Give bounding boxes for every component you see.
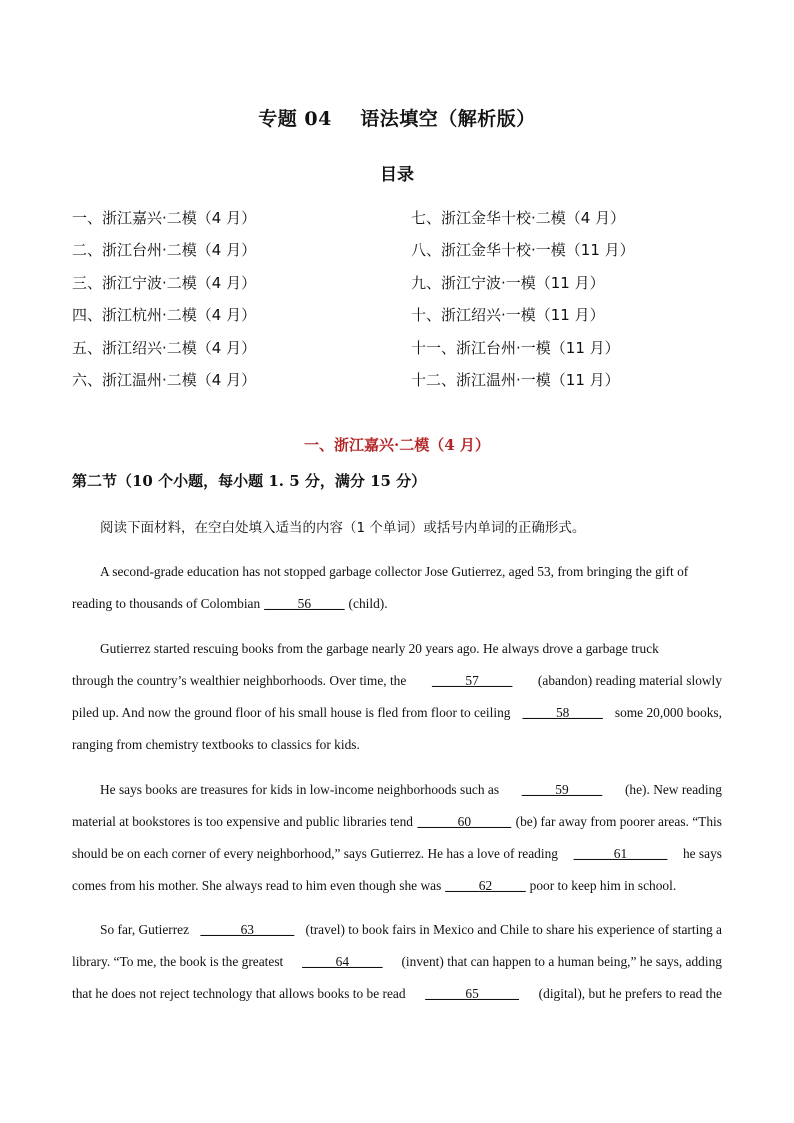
- blank-56[interactable]: _____56_____: [264, 596, 345, 611]
- blank-57[interactable]: _____57_____: [431, 673, 513, 688]
- passage-line: [72, 556, 722, 588]
- passage-text: should be on each corner of every neighborhood,” says Gutierrez. He has a love of reading: [72, 846, 558, 861]
- subsection-heading: 第二节（10 个小题，每小题 1. 5 分，满分 15 分）: [72, 472, 427, 490]
- toc-item[interactable]: 三、浙江宁波·二模（4 月）: [72, 273, 257, 292]
- passage-text: ranging from chemistry textbooks to classics for kids.: [72, 737, 360, 752]
- passage-text: library. “To me, the book is the greatest: [72, 954, 284, 969]
- passage-paragraph-2: [72, 633, 722, 761]
- blank-64[interactable]: _____64_____: [302, 954, 383, 969]
- toc-item[interactable]: 二、浙江台州·二模（4 月）: [72, 241, 257, 260]
- section-heading: 一、浙江嘉兴·二模（4 月）: [304, 436, 490, 454]
- passage-text: comes from his mother. She always read to him even though she was: [72, 878, 442, 893]
- passage-paragraph-4: [72, 914, 722, 1010]
- toc-item[interactable]: 六、浙江温州·二模（4 月）: [72, 370, 257, 389]
- passage-text: reading to thousands of Colombian: [72, 596, 261, 611]
- passage-text: He says books are treasures for kids in low-income neighborhoods such as: [100, 782, 500, 797]
- blank-61[interactable]: ______61______: [573, 846, 668, 861]
- passage-text: he says: [682, 846, 722, 861]
- toc-item[interactable]: 一、浙江嘉兴·二模（4 月）: [72, 209, 257, 227]
- blank-58[interactable]: _____58_____: [522, 705, 603, 720]
- toc-item[interactable]: 十二、浙江温州·一模（11 月）: [411, 370, 620, 389]
- document-title: 专题 04 语法填空（解析版）: [258, 108, 536, 130]
- passage-text: So far, Gutierrez: [100, 922, 190, 937]
- passage-paragraph-3: [72, 774, 722, 902]
- instruction-text: 阅读下面材料，在空白处填入适当的内容（1 个单词）或括号内单词的正确形式。: [100, 520, 586, 536]
- passage-text: (child).: [348, 596, 388, 611]
- passage-line: [72, 774, 722, 806]
- passage-text: some 20,000 books,: [614, 705, 722, 720]
- toc-item[interactable]: 十一、浙江台州·一模（11 月）: [411, 338, 620, 357]
- blank-62[interactable]: _____62_____: [445, 878, 526, 893]
- passage-text: poor to keep him in school.: [529, 878, 677, 893]
- passage-text: (he). New reading: [624, 782, 722, 797]
- toc-heading: 目录: [380, 165, 414, 185]
- passage-paragraph-1: [72, 556, 722, 620]
- passage-line: [72, 697, 722, 729]
- passage-text: (invent) that can happen to a human being,” he says, adding: [401, 954, 722, 969]
- passage-line: [72, 914, 722, 946]
- passage-line: [72, 838, 722, 870]
- passage-line: [72, 729, 722, 761]
- passage-text: piled up. And now the ground floor of his small house is fled from floor to ceiling: [72, 705, 511, 720]
- toc-item[interactable]: 五、浙江绍兴·二模（4 月）: [72, 338, 257, 357]
- toc-item[interactable]: 四、浙江杭州·二模（4 月）: [72, 306, 257, 325]
- passage-line: [72, 946, 722, 978]
- blank-60[interactable]: ______60______: [417, 814, 512, 829]
- passage-text: (abandon) reading material slowly: [537, 673, 722, 688]
- passage-line: [72, 633, 722, 665]
- blank-59[interactable]: _____59_____: [521, 782, 603, 797]
- toc-item[interactable]: 七、浙江金华十校·二模（4 月）: [411, 209, 626, 227]
- toc-item[interactable]: 八、浙江金华十校·一模（11 月）: [411, 241, 635, 260]
- passage-text: material at bookstores is too expensive and public libraries tend: [72, 814, 413, 829]
- passage-text: Gutierrez started rescuing books from the garbage nearly 20 years ago. He always drove a garbage truck: [100, 641, 659, 656]
- toc-column-right: [411, 207, 741, 401]
- passage-line: [72, 978, 722, 1010]
- toc-item[interactable]: 九、浙江宁波·一模（11 月）: [411, 273, 605, 292]
- passage-text: (be) far away from poorer areas. “This: [515, 814, 722, 829]
- passage-line: [72, 870, 722, 902]
- passage-text: (travel) to book fairs in Mexico and Chile to share his experience of starting a: [305, 922, 722, 937]
- blank-63[interactable]: ______63______: [200, 922, 295, 937]
- table-of-contents: [72, 207, 732, 402]
- passage-line: [72, 665, 722, 697]
- passage-text: that he does not reject technology that allows books to be read: [72, 986, 406, 1001]
- passage-text: A second-grade education has not stopped garbage collector Jose Gutierrez, aged 53, from bringing the gift of: [100, 564, 689, 579]
- toc-column-left: [72, 207, 402, 401]
- passage-line: [72, 806, 722, 838]
- toc-item[interactable]: 十、浙江绍兴·一模（11 月）: [411, 306, 605, 325]
- passage-line: [72, 588, 722, 620]
- passage-text: through the country’s wealthier neighborhoods. Over time, the: [72, 673, 407, 688]
- passage-text: (digital), but he prefers to read the: [538, 986, 722, 1001]
- blank-65[interactable]: ______65______: [425, 986, 519, 1001]
